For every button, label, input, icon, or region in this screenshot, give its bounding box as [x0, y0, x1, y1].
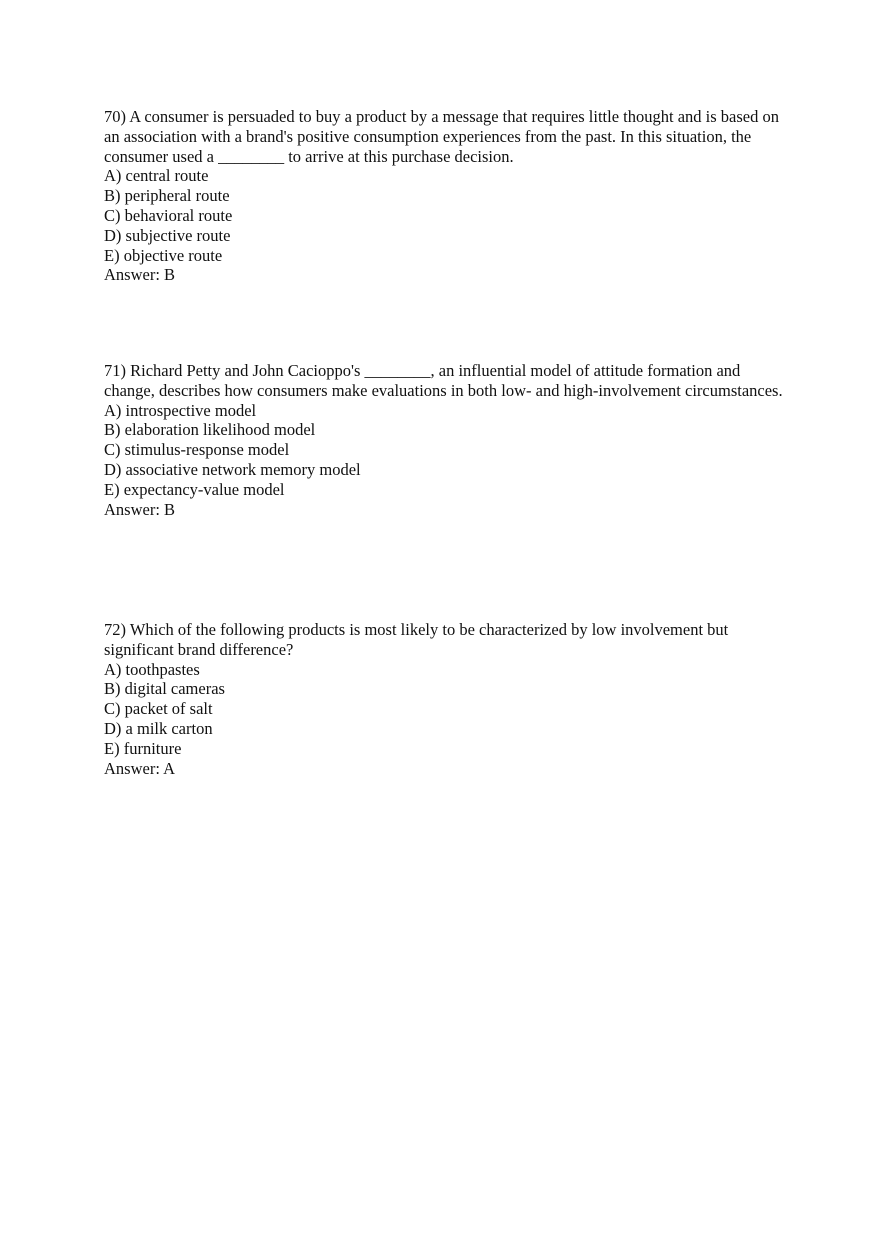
option-c: C) stimulus-response model — [104, 440, 290, 460]
answer-options — [104, 660, 784, 759]
question-70 — [104, 107, 784, 285]
option-a: A) toothpastes — [104, 659, 200, 679]
option-c: C) behavioral route — [104, 205, 233, 225]
option-d: D) a milk carton — [104, 718, 213, 738]
option-c: C) packet of salt — [104, 699, 213, 719]
question-71 — [104, 361, 784, 519]
option-b: B) elaboration likelihood model — [104, 420, 316, 440]
question-stem: 71) Richard Petty and John Cacioppo's ________, an influential model of attitude formation and change, describes how consumers make evaluations in both low- and high-involvement circumstances. — [104, 361, 783, 400]
answer-key: Answer: B — [104, 499, 176, 519]
option-b: B) peripheral route — [104, 186, 230, 206]
question-72 — [104, 620, 784, 778]
answer-key: Answer: A — [104, 758, 176, 778]
answer-key: Answer: B — [104, 265, 176, 285]
option-e: E) objective route — [104, 245, 223, 265]
option-b: B) digital cameras — [104, 679, 225, 699]
option-a: A) introspective model — [104, 400, 257, 420]
option-a: A) central route — [104, 166, 209, 186]
question-stem: 70) A consumer is persuaded to buy a product by a message that requires little thought and is based on an association with a brand's positive consumption experiences from the past. In this situation, the consumer used a ________ to arrive at this purchase decision. — [104, 107, 779, 166]
question-stem: 72) Which of the following products is most likely to be characterized by low involvement but significant brand difference? — [104, 620, 729, 659]
option-e: E) expectancy-value model — [104, 479, 285, 499]
option-d: D) associative network memory model — [104, 459, 361, 479]
option-e: E) furniture — [104, 738, 182, 758]
option-d: D) subjective route — [104, 225, 231, 245]
answer-options — [104, 166, 784, 265]
answer-options — [104, 401, 784, 500]
